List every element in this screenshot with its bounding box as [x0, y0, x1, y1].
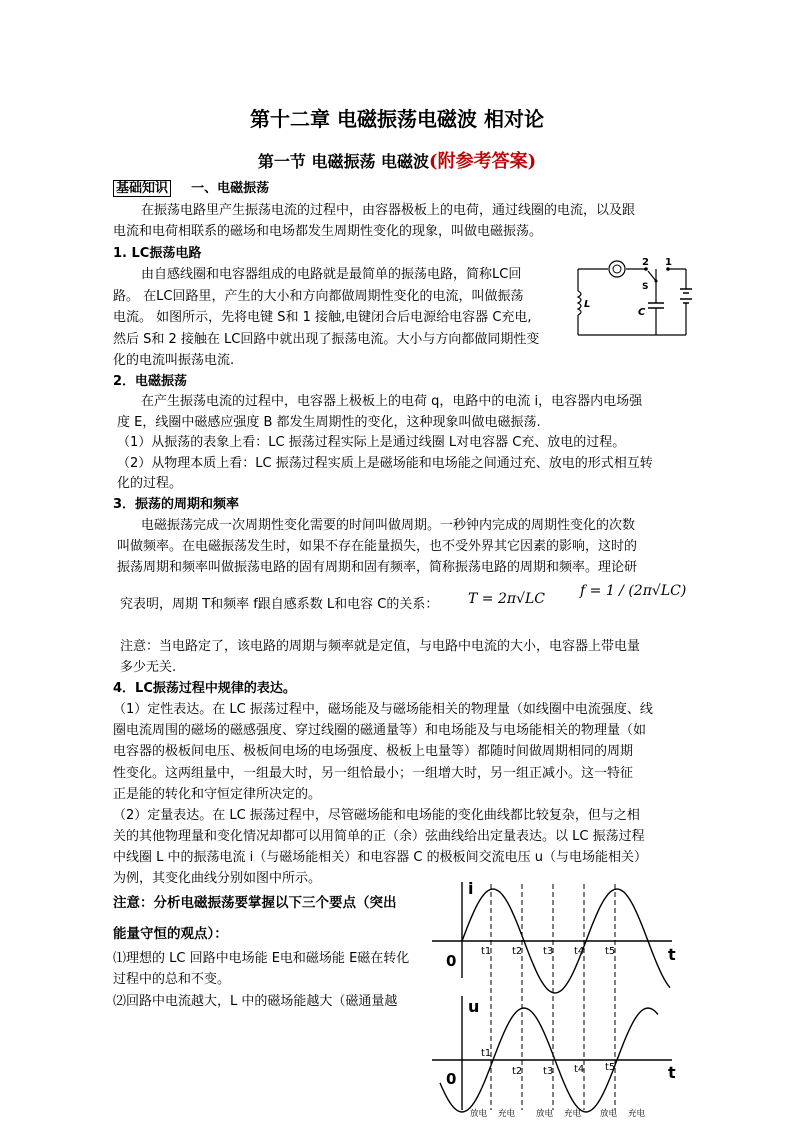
s4-line7: 关的其他物理量和变化情况却都可以用简单的正（余）弦曲线给出定量表达。以 LC 振荡过程	[113, 829, 645, 844]
s2-heading: 2．电磁振荡	[113, 374, 188, 389]
meter-icon	[609, 261, 625, 277]
capacitor-label: C	[638, 307, 646, 318]
inductor-icon	[578, 291, 581, 315]
s3-heading: 3．振荡的周期和频率	[113, 497, 240, 512]
s3-note1: 注意：当电路定了，该电路的周期与频率就是定值，与电路中电流的大小，电容器上带电量	[120, 639, 641, 654]
s1-line1: 由自感线圈和电容器组成的电路就是最简单的振荡电路，简称LC回	[141, 267, 522, 282]
basic-para-line2: 电流和电荷相联系的磁场和电场都发生周期性变化的现象，叫做电磁振荡。	[113, 224, 543, 239]
note-point1-b: 过程中的总和不变。	[113, 972, 231, 987]
s4-line6: （2）定量表达。在 LC 振荡过程中，尽管磁场能和电场能的变化曲线都比较复杂，但与之相	[113, 808, 640, 823]
basic-tag: 基础知识	[113, 180, 171, 197]
basic-para-line1: 在振荡电路里产生振荡电流的过程中，由容器极板上的电荷，通过线圈的电流，以及跟	[141, 203, 636, 218]
answer-note: (附参考答案)	[429, 151, 537, 172]
inductor-label: L	[584, 299, 591, 310]
phase-label: 放电	[470, 1109, 488, 1119]
waveform-graph	[432, 878, 694, 1123]
s2-line2: 度 E，线圈中磁感应强度 B 都发生周期性的变化，这种现象叫做电磁振荡.	[117, 415, 541, 430]
node-1-label: 1	[665, 257, 672, 268]
s3-line4: 究表明，周期 T和频率 f跟自感系数 L和电容 C的关系：	[120, 597, 439, 612]
page-title: 第十二章 电磁振荡电磁波 相对论	[250, 107, 544, 131]
s2-line3: （1）从振荡的表象上看：LC 振荡过程实际上是通过线圈 L对电容器 C充、放电的过程。	[117, 435, 626, 450]
s1-line3: 电流。 如图所示，先将电键 S和 1 接触,电键闭合后电源给电容器 C充电,	[113, 310, 532, 325]
time-tick-label: t3	[543, 946, 554, 957]
node-2-label: 2	[642, 257, 649, 268]
note-point1-a: ⑴理想的 LC 回路中电场能 E电和磁场能 E磁在转化	[113, 951, 410, 966]
s4-line1: （1）定性表达。在 LC 振荡过程中，磁场能及与磁场能相关的物理量（如线圈中电流强度、线	[113, 702, 653, 717]
time-tick-label: t5	[605, 1062, 616, 1073]
s4-line9: 为例，其变化曲线分别如图中所示。	[113, 871, 322, 886]
switch-icon	[648, 271, 656, 281]
time-tick-label: t2	[512, 946, 523, 957]
s2-line5: 化的过程。	[117, 476, 183, 491]
s1-line4: 然后 S和 2 接触在 LC回路中就出现了振荡电流。大小与方向都做同期性变	[113, 332, 540, 347]
time-tick-label: t4	[574, 946, 585, 957]
s1-line5: 化的电流叫振荡电流.	[113, 353, 235, 368]
s2-line4: （2）从物理本质上看：LC 振荡过程实质上是磁场能和电场能之间通过充、放电的形式相互转	[117, 456, 653, 471]
note-heading-1: 注意：分析电磁振荡要掌握以下三个要点（突出	[113, 895, 397, 911]
formula-frequency: f = 1 / (2π√LC)	[580, 583, 687, 599]
s4-line2: 圈电流周围的磁场的磁感强度、穿过线圈的磁通量等）和电场能及与电场能相关的物理量（如	[113, 723, 647, 738]
section-title-main: 第一节 电磁振荡 电磁波	[257, 152, 430, 171]
lc-circuit-diagram	[568, 255, 700, 343]
basic-heading: 一、电磁振荡	[191, 181, 270, 196]
phase-label: 放电	[536, 1109, 554, 1119]
phase-label: 充电	[564, 1109, 582, 1119]
s2-line1: 在产生振荡电流的过程中，电容器上极板上的电荷 q，电路中的电流 i，电容器内电场强	[141, 394, 643, 409]
s4-line3: 电容器的极板间电压、极板间电场的电场强度、极板上电量等）都随时间做周期相同的周期	[113, 744, 634, 759]
t-axis-label-bottom: t	[668, 1063, 676, 1082]
s4-heading: 4．LC振荡过程中规律的表达。	[113, 681, 296, 696]
time-tick-label: t4	[574, 1064, 585, 1075]
origin-label-bottom: 0	[446, 1070, 457, 1088]
time-tick-label: t2	[512, 1066, 523, 1077]
s4-line5: 正是能的转化和守恒定律所决定的。	[113, 787, 322, 802]
s3-line2: 叫做频率。在电磁振荡发生时，如果不存在能量损失，也不受外界其它因素的影响，这时的	[117, 539, 638, 554]
s3-line3: 振荡周期和频率叫做振荡电路的固有周期和固有频率，简称振荡电路的周期和频率。理论研	[117, 560, 638, 575]
s1-line2: 路。 在LC回路里，产生的大小和方向都做周期性变化的电流，叫做振荡	[113, 289, 524, 304]
formula-period: T = 2π√LC	[468, 591, 546, 607]
u-axis-label: u	[468, 997, 480, 1016]
time-tick-label: t1	[481, 1048, 492, 1059]
origin-label-top: 0	[446, 952, 457, 970]
switch-label: S	[642, 282, 649, 292]
phase-label: 放电	[600, 1109, 618, 1119]
t-axis-label-top: t	[668, 945, 676, 964]
time-tick-label: t3	[543, 1066, 554, 1077]
time-tick-label: t5	[605, 946, 616, 957]
note-point2: ⑵回路中电流越大，L 中的磁场能越大（磁通量越	[113, 994, 398, 1009]
s3-line1: 电磁振荡完成一次周期性变化需要的时间叫做周期。一秒钟内完成的周期性变化的次数	[141, 518, 636, 533]
s4-line8: 中线圈 L 中的振荡电流 i（与磁场能相关）和电容器 C 的极板间交流电压 u（与电场能相关）	[113, 850, 647, 865]
time-tick-label: t1	[481, 946, 492, 957]
section-title	[0, 147, 794, 173]
phase-label: 充电	[498, 1109, 516, 1119]
basic-heading-line	[113, 178, 269, 200]
s1-heading: 1. LC振荡电路	[113, 246, 202, 261]
s3-note2: 多少无关.	[120, 660, 177, 675]
phase-label: 充电	[628, 1109, 646, 1119]
s4-line4: 性变化。这两组量中，一组最大时，另一组恰最小；一组增大时，另一组正减小。这一特征	[113, 766, 634, 781]
i-axis-label: i	[468, 879, 474, 898]
note-heading-2: 能量守恒的观点）：	[113, 926, 228, 942]
